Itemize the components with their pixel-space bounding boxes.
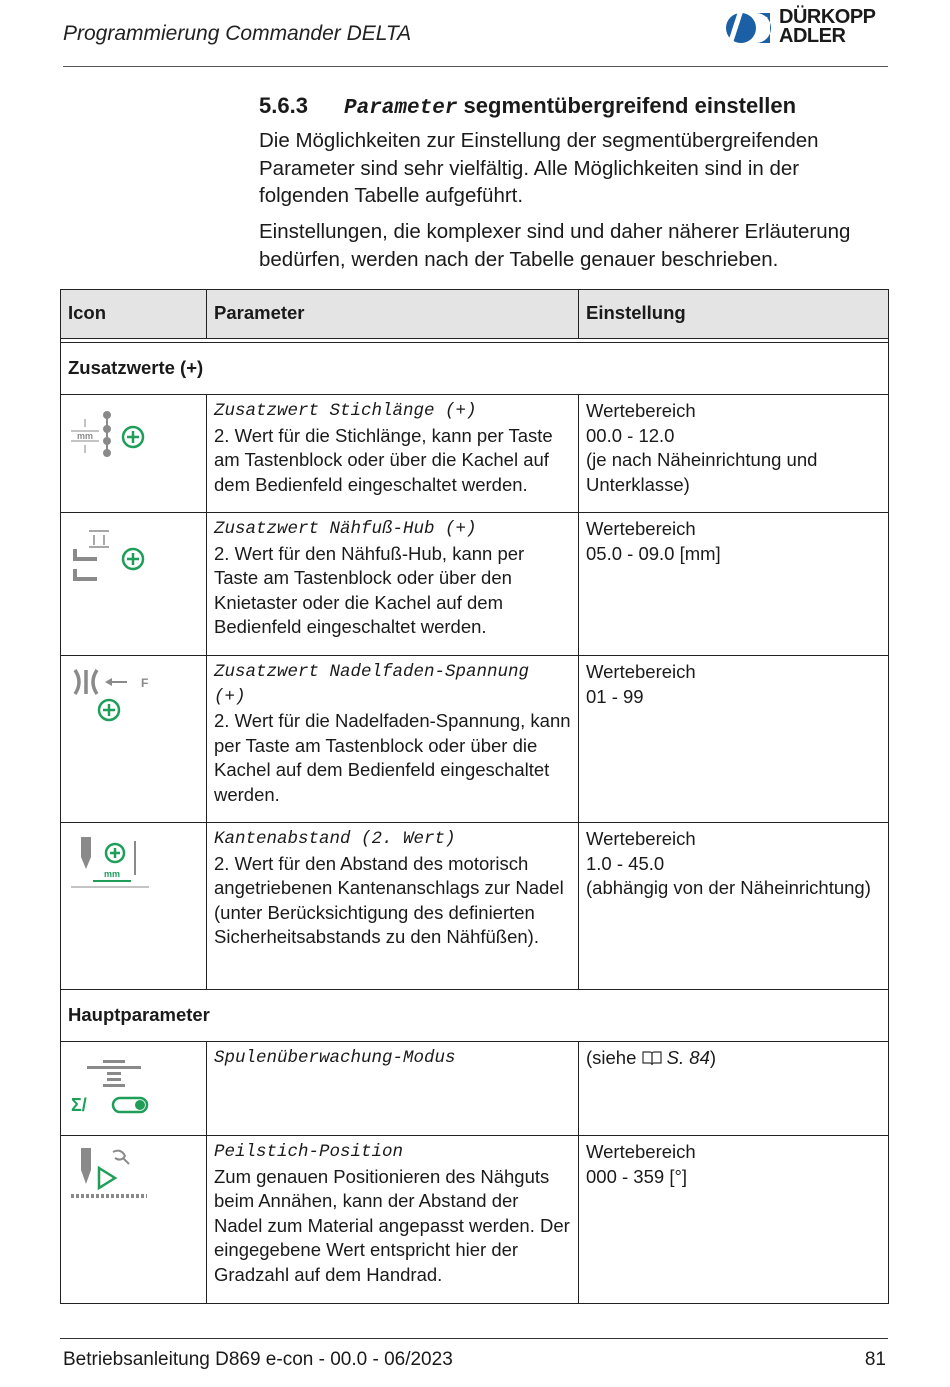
- parameter-name: Zusatzwert Nähfuß-Hub (+): [214, 519, 477, 539]
- parameter-cell: [207, 823, 579, 990]
- edge-distance-plus-icon: [69, 831, 151, 895]
- brand-logo: [724, 8, 894, 52]
- setting-note: (abhängig von der Näheinrichtung): [586, 877, 871, 898]
- footer-document-info: Betriebsanleitung D869 e-con - 00.0 - 06/2023: [63, 1349, 453, 1370]
- header-parameter: Parameter: [207, 290, 579, 339]
- footer-rule: [60, 1338, 888, 1339]
- mm-label: mm: [103, 869, 121, 879]
- setting-suffix: ): [709, 1047, 717, 1068]
- table-row: [61, 395, 889, 513]
- setting-value: 000 - 359 [°]: [586, 1165, 687, 1187]
- setting-label: Wertebereich: [586, 518, 696, 539]
- icon-cell: [61, 1136, 207, 1304]
- setting-prefix: (siehe: [586, 1047, 637, 1068]
- parameter-name: Zusatzwert Nadelfaden-Spannung (+): [214, 662, 540, 707]
- table-row: [61, 513, 889, 656]
- reference-stitch-icon: [69, 1144, 151, 1208]
- table-row: [61, 1136, 889, 1304]
- header-rule: [63, 66, 888, 67]
- parameter-name: Zusatzwert Stichlänge (+): [214, 401, 477, 421]
- mm-label: mm: [76, 431, 94, 441]
- setting-cell: [579, 513, 889, 656]
- parameter-desc: 2. Wert für die Nadelfaden-Spannung, kann per Taste am Tastenblock oder über die Kachel auf dem Bedienfeld eingeschaltet werden.: [214, 710, 571, 805]
- parameter-cell: [207, 513, 579, 656]
- sum-mode-label: Σ/: [71, 1095, 87, 1115]
- icon-cell: [61, 656, 207, 823]
- parameter-cell: [207, 1042, 579, 1136]
- section-row: [61, 990, 889, 1042]
- section-title-zusatzwerte: Zusatzwerte (+): [61, 343, 889, 395]
- parameter-name: Spulenüberwachung-Modus: [214, 1048, 456, 1068]
- setting-cell: [579, 1042, 889, 1136]
- section-title: [344, 93, 796, 120]
- section-number: 5.6.3: [259, 93, 308, 118]
- table-row: [61, 1042, 889, 1136]
- parameter-desc: Zum genauen Positionieren des Nähguts beim Annähen, kann der Abstand der Nadel zum Material angepasst werden. Der eingegebene Wert entspricht hier der Gradzahl auf dem Handrad.: [214, 1165, 570, 1285]
- parameter-cell: [207, 395, 579, 513]
- header-title: Programmierung Commander DELTA: [63, 22, 412, 45]
- parameter-cell: [207, 656, 579, 823]
- stitch-length-plus-icon: [69, 403, 149, 463]
- icon-cell: [61, 1042, 207, 1136]
- foot-lift-plus-icon: [69, 521, 149, 583]
- header-icon: Icon: [61, 290, 207, 339]
- setting-value: 01 - 99: [586, 685, 644, 707]
- header-setting: Einstellung: [579, 290, 889, 339]
- setting-label: Wertebereich: [586, 400, 696, 421]
- parameter-desc: 2. Wert für den Abstand des motorisch angetriebenen Kantenanschlags zur Nadel (unter Berücksichtigung des definierten Sicherheitsabstands zu den Nähfüßen).: [214, 852, 564, 947]
- force-label: F: [141, 676, 149, 690]
- page-reference-link[interactable]: S. 84: [666, 1047, 710, 1068]
- parameter-desc: 2. Wert für die Stichlänge, kann per Taste am Tastenblock oder über die Kachel auf dem Bedienfeld eingeschaltet werden.: [214, 424, 553, 495]
- section-title-hauptparameter: Hauptparameter: [61, 990, 889, 1042]
- logo-line2: ADLER: [779, 25, 846, 47]
- parameter-desc: 2. Wert für den Nähfuß-Hub, kann per Taste am Tastenblock oder über den Knietaster oder die Kachel auf dem Bedienfeld eingeschaltet werden.: [214, 542, 525, 637]
- intro-paragraph-2: Einstellungen, die komplexer sind und daher näherer Erläuterung bedürfen, werden nach der Tabelle genauer beschrieben.: [259, 220, 851, 271]
- intro-paragraph-1: Die Möglichkeiten zur Einstellung der segmentübergreifenden Parameter sind sehr vielfältig. Alle Möglichkeiten sind in der folgenden Tabelle aufgeführt.: [259, 129, 819, 207]
- icon-cell: [61, 395, 207, 513]
- logo-line1: DÜRKOPP: [779, 6, 876, 28]
- icon-cell: [61, 513, 207, 656]
- section-row: [61, 343, 889, 395]
- parameter-cell: [207, 1136, 579, 1304]
- icon-cell: [61, 823, 207, 990]
- setting-cell: [579, 1136, 889, 1304]
- section-title-code: Parameter: [344, 97, 458, 120]
- table-header-row: [61, 290, 889, 339]
- parameter-table: [60, 289, 889, 1304]
- logo-mark-icon: [724, 8, 774, 48]
- setting-value: 05.0 - 09.0 [mm]: [586, 542, 721, 564]
- book-icon: [642, 1050, 662, 1066]
- bobbin-monitoring-icon: [69, 1050, 151, 1116]
- setting-value: 00.0 - 12.0: [586, 424, 675, 446]
- page-number: 81: [864, 1349, 886, 1370]
- table-row: [61, 823, 889, 990]
- table-row: [61, 656, 889, 823]
- setting-value: 1.0 - 45.0: [586, 852, 665, 874]
- parameter-name: Peilstich-Position: [214, 1142, 404, 1162]
- setting-cell: [579, 823, 889, 990]
- setting-cell: [579, 395, 889, 513]
- setting-label: Wertebereich: [586, 828, 696, 849]
- setting-label: Wertebereich: [586, 1141, 696, 1162]
- thread-tension-plus-icon: [69, 664, 151, 726]
- parameter-name: Kantenabstand (2. Wert): [214, 829, 456, 849]
- setting-label: Wertebereich: [586, 661, 696, 682]
- setting-note: (je nach Näheinrichtung und Unterklasse): [586, 449, 818, 495]
- logo-text: [779, 8, 876, 46]
- setting-cell: [579, 656, 889, 823]
- section-title-text: segmentübergreifend einstellen: [463, 93, 797, 118]
